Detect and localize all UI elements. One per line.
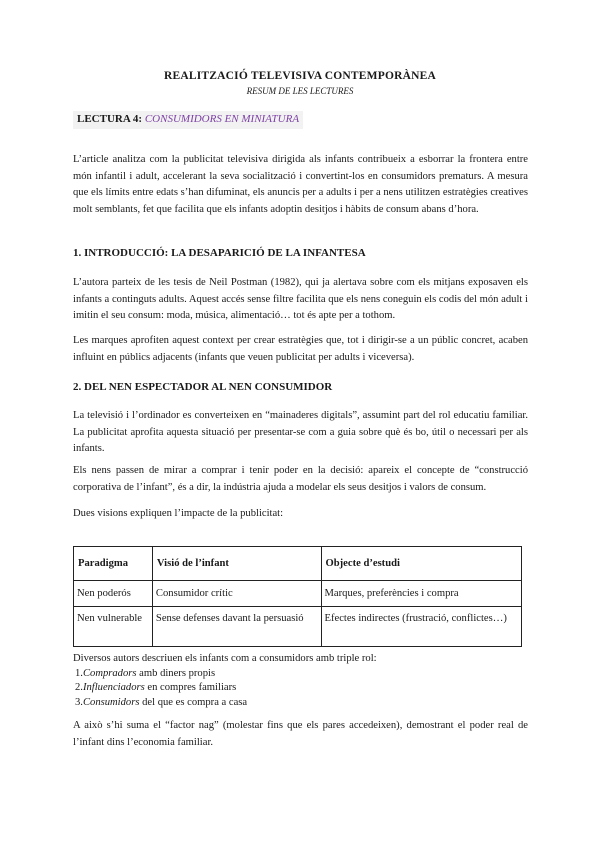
closing-paragraph: A això s’hi suma el “factor nag” (molestar fins que els pares accedeixen), demostrant el poder real de l’infant dins l’economia familiar.: [73, 720, 528, 748]
section-2-heading: 2. DEL NEN ESPECTADOR AL NEN CONSUMIDOR: [73, 381, 333, 393]
roles-intro: Diversos autors descriuen els infants com a consumidors amb triple rol:: [73, 653, 377, 664]
list-item: [73, 667, 528, 682]
list-item-number: 1.: [75, 667, 83, 679]
section-1-heading: 1. INTRODUCCIÓ: LA DESAPARICIÓ DE LA INFANTESA: [73, 247, 366, 259]
paradigm-table: [73, 546, 522, 647]
list-item-term: Consumidors: [82, 696, 140, 708]
section-2-paragraph-2: Els nens passen de mirar a comprar i tenir poder en la decisió: apareix el concepte de “construcció corporativa de l’infant”, és a dir, la indústria ajuda a modelar els seus desitjos i valors de consum.: [73, 465, 528, 493]
document-title: REALITZACIÓ TELEVISIVA CONTEMPORÀNEA: [164, 70, 436, 82]
list-item-term: Compradors: [82, 667, 137, 679]
list-item-text: amb diners propis: [136, 667, 216, 679]
intro-paragraph: L’article analitza com la publicitat televisiva dirigida als infants contribueix a esborrar la frontera entre món infantil i adult, accelerant la seva socialització i convertint-los en consumidors prematurs. A mesura que els límits entre edats s’han difuminat, els anuncis per a adults i per a nens utilitzen estratègies creatives molt semblants, fet que facilita que els infants adoptin desitjos i hàbits de consum abans d’hora.: [73, 154, 528, 215]
table-header-cell: Paradigma: [74, 547, 153, 581]
table-cell: Nen vulnerable: [74, 607, 153, 647]
list-item: [73, 681, 528, 696]
roles-block: [73, 652, 528, 710]
table-header-cell: Visió de l’infant: [152, 547, 321, 581]
table-cell: Marques, preferències i compra: [321, 581, 522, 607]
document-subtitle: RESUM DE LES LECTURES: [246, 86, 354, 96]
table-cell: Nen poderós: [74, 581, 153, 607]
section-1-paragraph-1: L’autora parteix de les tesis de Neil Postman (1982), qui ja alertava sobre com els mitjans exposaven els infants a continguts adults. Aquest accés sense filtre facilita que els nens coneguin els codis del món adult i imitin el seu consum: moda, música, alimentació… tot és apte per a tothom.: [73, 277, 528, 322]
list-item: [73, 696, 528, 711]
reading-label: LECTURA 4:: [77, 113, 143, 125]
list-item-text: del que es compra a casa: [139, 696, 248, 708]
section-2-paragraph-1: La televisió i l’ordinador es converteixen en “mainaderes digitals”, assumint part del rol educatiu familiar. La publicitat aprofita aquesta situació per presentar-se com a guia sobre què és bo, útil o necessari per als infants.: [73, 410, 528, 455]
table-header-cell: Objecte d’estudi: [321, 547, 522, 581]
reading-heading: [73, 111, 303, 129]
table-cell: Consumidor crític: [152, 581, 321, 607]
list-item-text: en compres familiars: [144, 682, 237, 693]
section-2-paragraph-3: Dues visions expliquen l’impacte de la publicitat:: [73, 508, 284, 519]
list-item-number: 3.: [75, 696, 83, 708]
table-row: [74, 581, 522, 607]
table-cell: Efectes indirectes (frustració, conflictes…): [321, 607, 522, 647]
table-header-row: [74, 547, 522, 581]
table-cell: Sense defenses davant la persuasió: [152, 607, 321, 647]
list-item-term: Influenciadors: [82, 682, 145, 693]
list-item-number: 2.: [75, 682, 83, 693]
table-row: [74, 607, 522, 647]
reading-name: CONSUMIDORS EN MINIATURA: [144, 113, 300, 125]
section-1-paragraph-2: Les marques aprofiten aquest context per crear estratègies que, tot i dirigir-se a un públic concret, acaben influint en públics adjacents (infants que veuen publicitat per adults i viceversa).: [73, 335, 528, 363]
